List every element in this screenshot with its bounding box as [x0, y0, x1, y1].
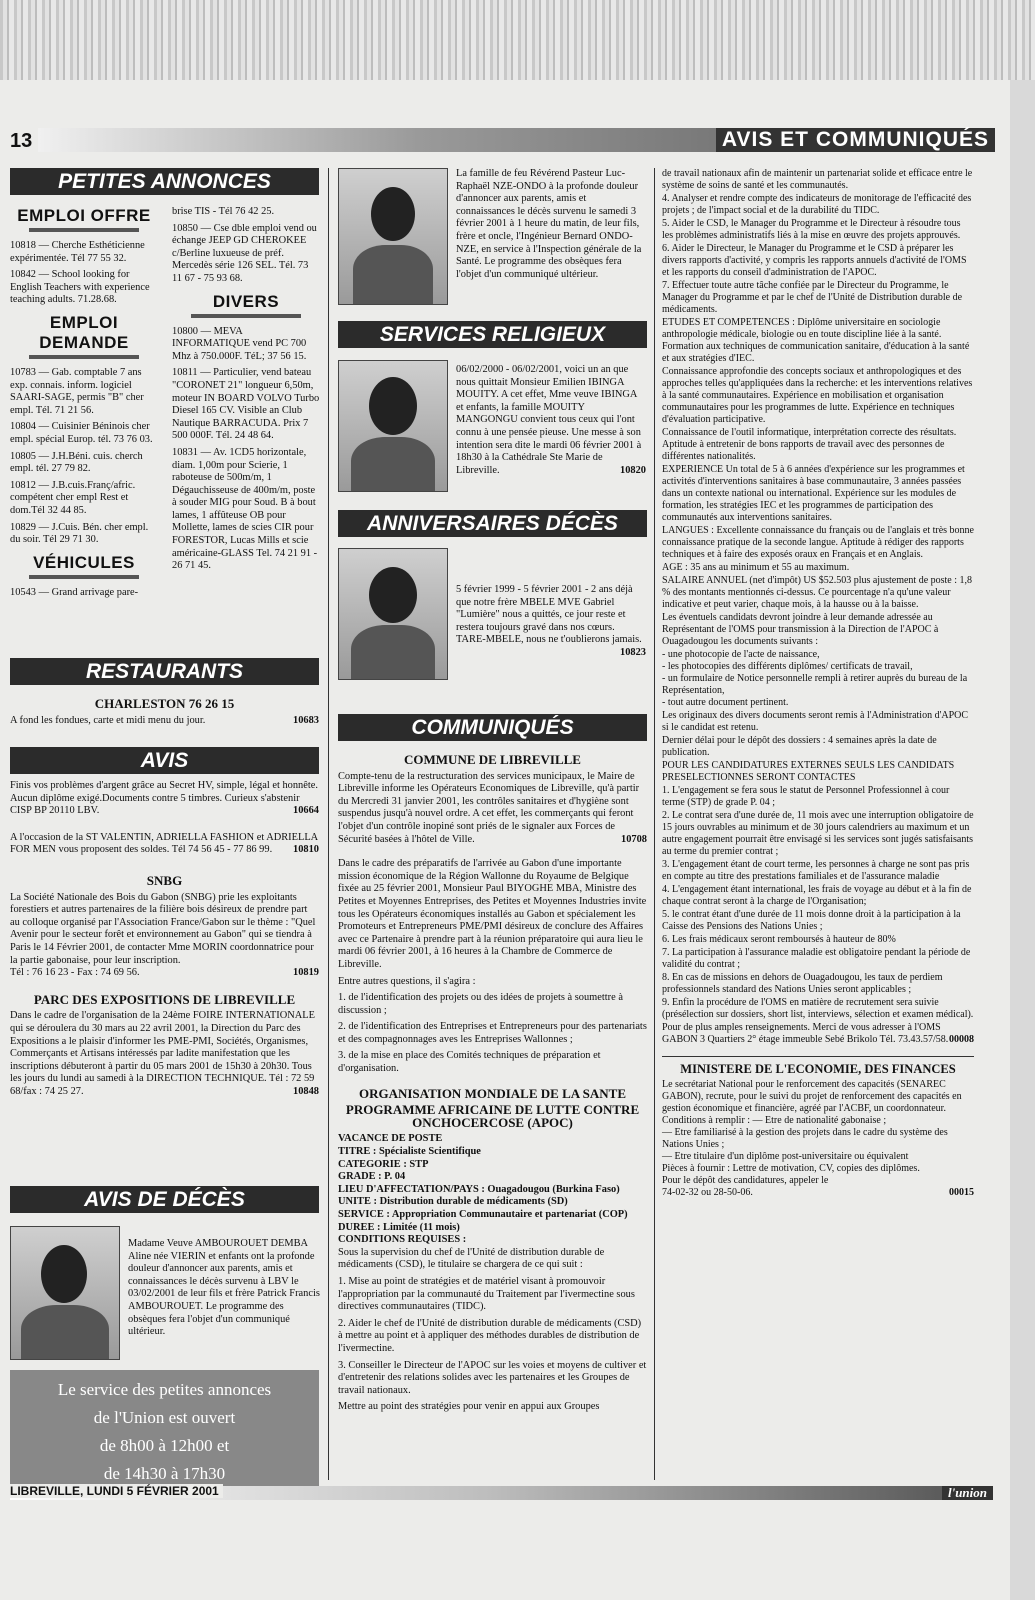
restaurant-text: A fond les fondues, carte et midi menu du jour.	[10, 714, 206, 726]
divider	[662, 1056, 974, 1057]
ad-code: 10823	[620, 646, 646, 658]
avis-heading: AVIS	[10, 747, 319, 774]
ministere-line: — Etre familiarisé à la gestion des projets dans le cadre du système des Nations Unies ;	[662, 1127, 948, 1150]
oms-cont: Dernier délai pour le dépôt des dossiers : 4 semaines après la date de publication.	[662, 735, 937, 758]
oms-cont: 5. Aider le CSD, le Manager du Programme et le Directeur à résoudre tous les problèmes administratifs liés à la mise en œuvre des projets approuvés.	[662, 218, 961, 241]
oms-field: UNITE : Distribution durable de médicaments (SD)	[338, 1196, 568, 1208]
classified-ad: 10805 — J.H.Béni. cuis. cherch empl. tél. 27 79 82.	[10, 450, 143, 475]
oms-cont: Connaissance approfondie des concepts sociaux et anthropologiques et des approches telles qu'appliquées dans la recherche: et les interventions relatives à la santé communautaires. Expérience en mobilisation et organisation communautaires pour les programmes de lutte. Expérience en techniques d'évaluation participative.	[662, 366, 973, 425]
oms-body: Sous la supervision du chef de l'Unité de distribution durable de médicaments (CSD), le titulaire se chargera de ce qui suit :	[338, 1246, 605, 1271]
wallonie-item: 3. de la mise en place des Comités techniques de préparation et d'organisation.	[338, 1050, 601, 1075]
oms-cont: EXPERIENCE Un total de 5 à 6 années d'expérience sur les programmes et activités d'interventions sanitaires à base communautaire, 3 années passées dans un contexte national ou international. Expérience sur les modules de formation, les stratégies IEC et les programmes de participation des communautés aux interventions sanitaires.	[662, 464, 965, 523]
vehicules-heading: VÉHICULES	[33, 552, 135, 572]
oms-cont: ETUDES ET COMPETENCES : Diplôme universitaire en sociologie anthropologie médicale, biologie ou en toute discipline liée à la santé. Formation aux techniques de communication sanitaire, d'éducation à la santé et aux stratégies d'IEC.	[662, 317, 970, 364]
oms-cont: 4. L'engagement étant international, les frais de voyage au début et à la fin de chaque contrat seront à la charge de l'Organisation;	[662, 884, 972, 907]
snbg-contact: Tél : 76 16 23 - Fax : 74 69 56.	[10, 967, 140, 979]
anniversaires-heading: ANNIVERSAIRES DÉCÈS	[338, 510, 647, 537]
wallonie-item: 2. de l'identification des Entreprises et Entrepreneurs pour des partenariats et des compagnonnages aves les Entreprises Wallonnes ;	[338, 1021, 647, 1045]
divider	[29, 228, 139, 232]
ministere-line: 74-02-32 ou 28-50-06.	[662, 1187, 753, 1198]
ministere-line: — Etre titulaire d'un diplôme post-universitaire ou équivalent	[662, 1151, 909, 1162]
nze-text: La famille de feu Révérend Pasteur Luc-Raphaël NZE-ONDO à la profonde douleur d'annoncer aux parents, amis et connaissances le décès survenu le samedi 3 février 2001 à 1 heure du matin, de leur fils, frère et oncle, l'Ingénieur Bernard ONDO-NZE, en service à l'Inspection générale de la Santé. Le programme des obsèques fera l'objet d'un communiqué ultérieur.	[456, 168, 642, 280]
promo-line: Le service des petites annonces	[57, 1380, 272, 1399]
section-title: AVIS ET COMMUNIQUÉS	[716, 128, 995, 152]
avis-text: A l'occasion de la ST VALENTIN, ADRIELLA FASHION et ADRIELLA FOR MEN vous proposent des soldes. Tél 74 56 45 - 77 86 99.	[10, 831, 318, 856]
oms-cont: 3. L'engagement étant de court terme, les personnes à charge ne sont pas pris en compte au titre des prestations familiales et de l'assurance maladie	[662, 859, 970, 882]
avis-text: Finis vos problèmes d'argent grâce au Secret HV, simple, légal et honnête. Aucun diplôme exigé.Documents contre 5 timbres. Curieux s'abstenir CISP BP 20110 LBV.	[10, 780, 318, 817]
ad-code: 00008	[949, 1034, 974, 1045]
promo-line: de 14h30 à 17h30	[103, 1464, 226, 1483]
petites-annonces-col2	[172, 206, 320, 577]
oms-cont: 8. En cas de missions en dehors de Ouagadougou, les taux de perdiem professionnels standard des Nations Unies seront applicables ;	[662, 972, 943, 995]
oms-cont: Pour de plus amples renseignements. Merci de vous adresser à l'OMS GABON 3 Quartiers 2° étage immeuble Sebé Brikolo Tél. 73.43.57/58.	[662, 1022, 949, 1045]
classified-ad: 10812 — J.B.cuis.Franç/afric. compétent cher empl Rest et dom.Tél 32 44 85.	[10, 479, 136, 516]
ministere-line: Pour le dépôt des candidatures, appeler le	[662, 1175, 829, 1186]
oms-cont: 9. Enfin la procédure de l'OMS en matière de recrutement sera suivie (présélection sur dossiers, short list, interviews, sélection et examen médical).	[662, 997, 974, 1020]
scan-top-band	[0, 0, 1035, 80]
divider	[191, 314, 301, 318]
column-rule	[654, 168, 655, 1480]
divider	[29, 355, 139, 359]
restaurant-name: CHARLESTON 76 26 15	[94, 696, 235, 711]
ad-code: 10819	[293, 967, 319, 979]
divider	[29, 575, 139, 579]
oms-cont: de travail nationaux afin de maintenir un partenariat solide et efficace entre le système de soins de santé et les communautés.	[662, 168, 973, 191]
ministere-line: Pièces à fournir : Lettre de motivation, CV, copies des diplômes.	[662, 1163, 920, 1174]
emploi-offre-heading: EMPLOI OFFRE	[17, 206, 151, 225]
communiques-heading: COMMUNIQUÉS	[338, 714, 647, 741]
classified-ad: 10850 — Cse dble emploi vend ou échange JEEP GD CHEROKEE c/Berline luxueuse de préf. Mercedès série 126 SEL. Tél. 73 11 67 - 75 93 68.	[172, 222, 317, 284]
oms-cont: 4. Analyser et rendre compte des indicateurs de monitorage de l'efficacité des projets ; de l'impact social et de la durabilité du TIDC.	[662, 193, 972, 216]
classified-ad: 10543 — Grand arrivage pare-	[10, 586, 139, 598]
oms-cont: Connaissance de l'outil informatique, interprétation correcte des résultats. Aptitude à entretenir de bons rapports de travail avec des personnes de différentes nationalités.	[662, 427, 957, 462]
communiques-block	[338, 748, 647, 1418]
ad-code: 10848	[293, 1085, 319, 1097]
oms-body: 2. Aider le chef de l'Unité de distribution durable de médicaments (CSD) à mettre au point et à appliquer des méthodes durables de distribution de l'ivermectine.	[338, 1317, 642, 1354]
oms-continued	[662, 168, 974, 1199]
oms-cont: - les photocopies des différents diplômes/ certificats de travail,	[662, 661, 913, 672]
restaurants-heading: RESTAURANTS	[10, 658, 319, 685]
oms-cont: 1. L'engagement se fera sous le statut de Personnel Professionnel à cour terme (STP) de grade P. 04 ;	[662, 785, 950, 808]
oms-cont: LANGUES : Excellente connaissance du français ou de l'anglais et très bonne connaissance pratique de la seconde langue. Aptitude à rédiger des rapports techniques et à faire des exposés oraux en Français et en Anglais.	[662, 525, 974, 560]
oms-cont: Les éventuels candidats devront joindre à leur demande adressée au Représentant de l'OMS pour transmission à la Direction de l'APOC à Ouagadougou les documents suivants :	[662, 612, 939, 647]
ministere-line: Conditions à remplir : — Etre de nationalité gabonaise ;	[662, 1115, 887, 1126]
oms-body: 3. Conseiller le Directeur de l'APOC sur les voies et moyens de cultiver et d'entretenir des relations solides avec les partenaires et les Groupes de travail nationaux.	[338, 1359, 647, 1396]
wallonie-intro: Entre autres questions, il s'agira :	[338, 975, 476, 987]
page-number: 13	[10, 130, 33, 152]
oms-subtitle: PROGRAMME AFRICAINE DE LUTTE CONTRE ONCHOCERCOSE (APOC)	[345, 1102, 640, 1130]
oms-title: ORGANISATION MONDIALE DE LA SANTE	[358, 1085, 627, 1101]
promo-line: de l'Union est ouvert	[93, 1408, 236, 1427]
ad-code: 00015	[949, 1187, 974, 1198]
commune-title: COMMUNE DE LIBREVILLE	[404, 752, 581, 767]
ad-code: 10664	[293, 805, 319, 817]
ad-code: 10810	[293, 844, 319, 856]
classified-ad: 10800 — MEVA INFORMATIQUE vend PC 700 Mhz à 750.000F. TéL; 37 56 15.	[172, 325, 307, 362]
oms-cont: 5. le contrat étant d'une durée de 11 mois donne droit à la participation à la Caisse des Pensions des Nations Unies ;	[662, 909, 961, 932]
avis-block	[10, 780, 319, 1102]
oms-cont: 6. Aider le Directeur, le Manager du Programme et le CSD à préparer les divers rapports d'activité, y compris les rapports annuels d'activité de l'OMS et les rapports du conseil d'administration de l'APOC.	[662, 243, 967, 278]
oms-field: SERVICE : Appropriation Communautaire et partenariat (COP)	[338, 1209, 628, 1220]
religieux-block	[456, 364, 646, 477]
anniv-text: 5 février 1999 - 5 février 2001 - 2 ans déjà que notre frère MBELE MVE Gabriel "Lumière" nous a quittés, ce jour reste et restera toujours gravé dans nos cœurs. TARE-MBELE, nous ne t'oublierons jamais.	[456, 584, 642, 646]
classified-ad: 10804 — Cuisinier Béninois cher empl. spécial Europ. tél. 73 76 03.	[10, 421, 153, 445]
ministere-title: MINISTERE DE L'ECONOMIE, DES FINANCES	[680, 1062, 956, 1076]
oms-cont: - tout autre document pertinent.	[662, 697, 789, 708]
oms-field: CATEGORIE : STP	[338, 1158, 429, 1170]
deceased-photo	[338, 168, 448, 305]
column-rule	[328, 168, 329, 1480]
parc-title: PARC DES EXPOSITIONS DE LIBREVILLE	[33, 991, 296, 1007]
oms-cont: SALAIRE ANNUEL (net d'impôt) US $52.503 plus ajustement de poste : 1,8 % des montants mentionnés ci-dessus. Ce pourcentage n'a qu'une valeur indicative et peut varier, chaque mois, à la hausse ou à la baisse.	[662, 575, 973, 610]
ad-code: 10708	[621, 833, 647, 845]
oms-field: LIEU D'AFFECTATION/PAYS : Ouagadougou (Burkina Faso)	[338, 1183, 620, 1195]
ad-code: 10820	[620, 464, 646, 476]
divers-heading: DIVERS	[212, 291, 280, 311]
wallonie-item: 1. de l'identification des projets ou des idées de projets à soumettre à discussion ;	[338, 992, 623, 1016]
oms-field: TITRE : Spécialiste Scientifique	[338, 1146, 481, 1158]
oms-field: GRADE : P. 04	[338, 1171, 406, 1183]
services-religieux-heading: SERVICES RELIGIEUX	[338, 321, 647, 348]
classified-ad: brise TIS - Tél 76 42 25.	[172, 206, 275, 217]
classified-ad: 10783 — Gab. comptable 7 ans exp. connais. inform. logiciel SAARI-SAGE, permis "B" cher empl. Tél. 71 21 56.	[10, 366, 144, 416]
petites-annonces-heading: PETITES ANNONCES	[10, 168, 319, 195]
deces-text: Madame Veuve AMBOUROUET DEMBA Aline née VIERIN et enfants ont la profonde douleur d'annoncer aux parents, amis et connaissances le décès survenu à LBV le 03/02/2001 de leur fils et frère Patrick Francis AMBOUROUET. Le programme des obsèques fera l'objet d'un communiqué ultérieur.	[128, 1238, 320, 1338]
classified-ad: 10811 — Particulier, vend bateau "CORONET 21" longueur 6,50m, moteur IN BOARD VOLVO Turbo Diesel 165 CV. Visible an Club Nautique BARRACUDA. Prix 7 500 000F. Tél. 24 48 64.	[172, 367, 320, 442]
ministere-line: Le secrétariat National pour le renforcement des capacités (SENAREC GABON), recrute, pour le suivi du projet de renforcement des capacités en gestion économique et financière, agréé par l'ACBF, un coordonnateur.	[662, 1079, 962, 1114]
religieux-text: 06/02/2000 - 06/02/2001, voici un an que nous quittait Monsieur Emilien IBINGA MOUITY. A cet effet, Mme veuve IBINGA et enfants, la famille MOUITY MANGONGU convient tous ceux qui l'ont connu à une pensée pieuse. Une messe à son intention sera dite le mardi 06 février 2001 à 18h30 à la Cathédrale Ste Marie de Libreville.	[456, 364, 642, 476]
footer-brand: l'union	[942, 1486, 993, 1500]
oms-cont: POUR LES CANDIDATURES EXTERNES SEULS LES CANDIDATS PRESELECTIONNES SERONT CONTACTES	[662, 760, 955, 783]
petites-annonces-col1	[10, 200, 158, 603]
oms-cont: 7. Effectuer toute autre tâche confiée par le Directeur du Programme, le Manager du Programme et par le chef de l'Unité de Distribution durable de médicaments.	[662, 280, 963, 315]
deceased-photo	[338, 548, 448, 680]
oms-cont: 2. Le contrat sera d'une durée de, 11 mois avec une interruption obligatoire de 15 jours ouvrables au minimum et de 30 jours calendriers au maximum et un autre engagement pourrait être envisagé si les services sont jugés satisfaisants au terme du premier contrat ;	[662, 810, 974, 857]
classified-ad: 10818 — Cherche Esthéticienne expérimentée. Tél 77 55 32.	[10, 240, 145, 264]
snbg-text: La Société Nationale des Bois du Gabon (SNBG) prie les exploitants forestiers et autres partenaires de la filière bois désireux de prendre part au colloque organisé par l'Association France/Gabon sur le thème : "Quel Avenir pour le secteur forêt et environnement au Gabon" qui se tiendra à Paris le 14 Février 2001, de contacter Mme MORIN coordonnatrice pour la partie gabonaise, pour leur inscription.	[10, 891, 316, 966]
promo-line: de 8h00 à 12h00 et	[99, 1436, 230, 1455]
restaurants-block	[10, 692, 319, 731]
emploi-demande-heading: EMPLOI DEMANDE	[39, 312, 129, 352]
oms-field: DUREE : Limitée (11 mois)	[338, 1221, 460, 1233]
oms-field: VACANCE DE POSTE	[338, 1133, 443, 1145]
oms-body: 1. Mise au point de stratégies et de matériel visant à promouvoir l'appropriation par la communauté du Traitement par l'ivermectine sous directives communautaires (TIDC).	[338, 1275, 635, 1313]
parc-text: Dans le cadre de l'organisation de la 24ème FOIRE INTERNATIONALE qui se déroulera du 30 mars au 22 avril 2001, la Direction du Parc des Expositions a le plaisir d'informer les PME-PMI, Sociétés, Organismes, Commerçants et Artisans intéressés par ladite manifestation que les inscriptions débuteront à partir du 05 mars 2001 de 15h30 à 20h30. Tous les jours du lundi au samedi à la DIRECTION TECHNIQUE. Tél : 72 59 68/fax : 74 25 27.	[10, 1010, 315, 1097]
oms-cont: 6. Les frais médicaux seront remboursés à hauteur de 80%	[662, 934, 896, 945]
deceased-photo	[338, 360, 448, 492]
deceased-photo	[10, 1226, 120, 1360]
commune-text: Compte-tenu de la restructuration des services municipaux, le Maire de Libreville informe les Opérateurs Economiques de Libreville, qu'à partir du Mercredi 31 janvier 2001, les contrôles sanitaires et d'hygiène sont suspendus jusqu'à nouvel ordre. A cet effet, les commerçants qui feront l'objet d'un contrôle inopiné sont priés de le signaler aux Forces de Sécurité basées à l'hôtel de Ville.	[338, 770, 640, 845]
oms-cont: - une photocopie de l'acte de naissance,	[662, 649, 820, 660]
oms-cont: Les originaux des divers documents seront remis à l'Administration d'APOC si le candidat est retenu.	[662, 710, 969, 733]
anniv-block	[456, 584, 646, 660]
oms-field: CONDITIONS REQUISES :	[338, 1234, 467, 1246]
avis-deces-heading: AVIS DE DÉCÈS	[10, 1186, 319, 1213]
snbg-title: SNBG	[146, 872, 183, 888]
classified-ad: 10829 — J.Cuis. Bén. cher empl. du soir. Tél 29 71 30.	[10, 521, 149, 546]
oms-cont: 7. La participation à l'assurance maladie est obligatoire pendant la période de validité du contrat ;	[662, 947, 971, 970]
footer-date: LIBREVILLE, LUNDI 5 FÉVRIER 2001	[10, 1484, 223, 1498]
oms-fields	[338, 1133, 647, 1246]
promo-box	[10, 1370, 319, 1490]
oms-cont: AGE : 35 ans au minimum et 55 au maximum.	[662, 562, 850, 573]
oms-cont: - un formulaire de Notice personnelle rempli à retirer auprès du bureau de la Représentation,	[662, 673, 968, 696]
classified-ad: 10842 — School looking for English Teachers with experience teaching adults. 71.28.68.	[10, 269, 150, 306]
oms-body: Mettre au point des stratégies pour venir en appui aux Groupes	[338, 1401, 600, 1413]
ad-code: 10683	[293, 714, 319, 726]
wallonie-text: Dans le cadre des préparatifs de l'arrivée au Gabon d'une importante mission économique de la Région Wallonne du Royaume de Belgique fixée au 25 février 2001, Monsieur Paul BIYOGHE MBA, Ministre des Petites et Moyennes Entreprises, des Petites et Moyennes Industries invite tous les Opérateurs économiques installés au Gabon et spécialement les Promoteurs et Entrepreneurs PME/PMI désireux de conclure des Affaires avec ce Partenaire à prendre part à la réunion préparatoire qui aura lieu le mardi 06 février 2001, à 16 heures à la Chambre de Commerce de Libreville.	[338, 858, 647, 970]
classified-ad: 10831 — Av. 1CD5 horizontale, diam. 1,00m pour Scierie, 1 raboteuse de 500m/m, 1 Dégauchisseuse de 400m/m, poste à souder MIG pour Soud. B à bout lames, 1 affûteuse OB pour Mollette, lames de scies CIR pour FORESTOR, Lucas Mills et scie américaine-GLASS Tel. 74 21 91 - 26 71 45.	[172, 446, 318, 572]
